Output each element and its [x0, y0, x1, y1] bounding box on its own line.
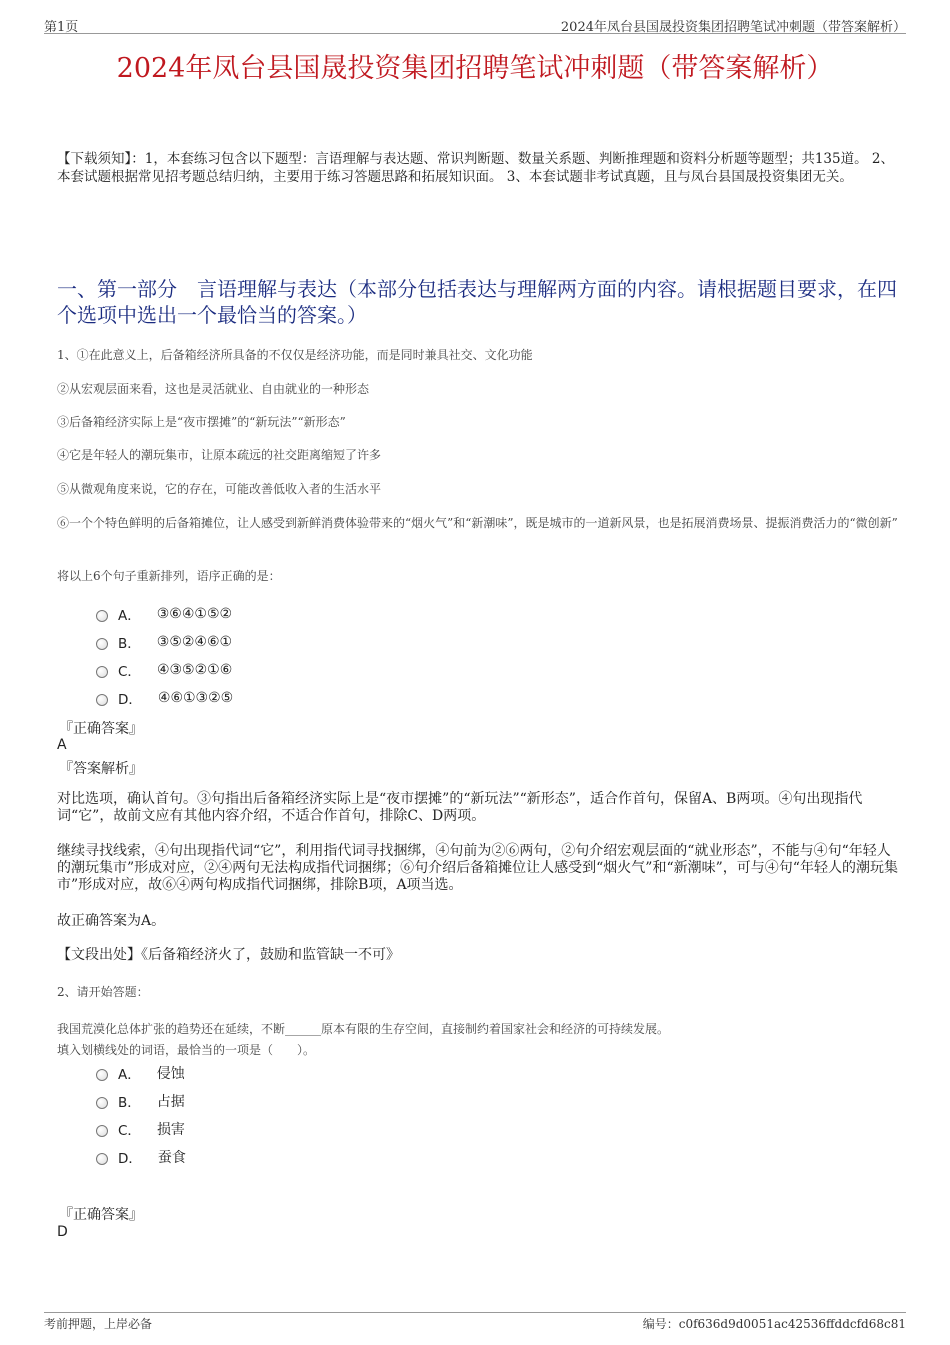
- radio-icon[interactable]: [96, 610, 108, 622]
- option-letter: A．: [118, 608, 141, 624]
- q1-option-b[interactable]: [96, 632, 232, 652]
- option-letter: C．: [118, 1123, 141, 1139]
- option-letter: C．: [118, 664, 141, 680]
- q2-prompt: 填入划横线处的词语，最恰当的一项是（ ）。: [57, 1043, 316, 1057]
- q1-answer-label: 『正确答案』: [59, 721, 143, 737]
- option-text: 蚕食: [157, 1150, 186, 1166]
- q1-line-2: ②从宏观层面来看，这也是灵活就业、自由就业的一种形态: [57, 382, 370, 396]
- q2-answer-label: 『正确答案』: [59, 1207, 143, 1223]
- q1-analysis-label: 『答案解析』: [59, 761, 143, 777]
- radio-icon[interactable]: [96, 638, 108, 650]
- radio-icon[interactable]: [96, 1069, 108, 1081]
- option-text: ④⑥①③②⑤: [157, 690, 234, 706]
- q1-option-d[interactable]: [96, 688, 233, 708]
- q2-option-a[interactable]: [96, 1063, 185, 1083]
- download-notice: 【下载须知】：1，本套练习包含以下题型：言语理解与表达题、常识判断题、数量关系题、判断推理题和资料分析题等题型；共135道。 2、本套试题根据常见招考题总结归纳，主要用于练习答题思路和拓展知识面。 3、本套试题非考试真题，且与凤台县国晟投资集团无关。: [57, 151, 894, 185]
- q1-analysis-p1: 对比选项，确认首句。③句指出后备箱经济实际上是“夜市摆摊”的“新玩法”“新形态”，适合作首句，保留A、B两项。④句出现指代词“它”，故前文应有其他内容介绍，不适合作首句，排除C、D两项。: [57, 791, 863, 824]
- footer-code: 编号：c0f636d9d0051ac42536ffddcfd68c81: [642, 1317, 906, 1331]
- q1-line-3: ③后备箱经济实际上是“夜市摆摊”的“新玩法”“新形态”: [57, 415, 346, 429]
- q1-answer-value: A: [57, 737, 67, 753]
- header-divider: [44, 33, 906, 34]
- q1-option-c[interactable]: [96, 660, 232, 680]
- radio-icon[interactable]: [96, 694, 108, 706]
- radio-icon[interactable]: [96, 666, 108, 678]
- q1-line-1: 1、①在此意义上，后备箱经济所具备的不仅仅是经济功能，而是同时兼具社交、文化功能: [57, 348, 533, 362]
- option-letter: B．: [118, 1095, 141, 1111]
- q2-option-d[interactable]: [96, 1147, 186, 1167]
- radio-icon[interactable]: [96, 1097, 108, 1109]
- q1-source: 【文段出处】《后备箱经济火了，鼓励和监管缺一不可》: [57, 947, 400, 963]
- radio-icon[interactable]: [96, 1153, 108, 1165]
- q2-intro: 2、请开始答题：: [57, 985, 149, 999]
- q2-option-c[interactable]: [96, 1119, 185, 1139]
- option-text: ③⑤②④⑥①: [156, 634, 233, 650]
- option-text: 占据: [156, 1094, 185, 1110]
- radio-icon[interactable]: [96, 1125, 108, 1137]
- option-letter: A．: [118, 1067, 141, 1083]
- option-text: 损害: [156, 1122, 185, 1138]
- q2-option-b[interactable]: [96, 1091, 185, 1111]
- q1-analysis-p2: 继续寻找线索，④句出现指代词“它”，利用指代词寻找捆绑，④句前为②⑥两句，②句介绍宏观层面的“就业形态”，不能与④句“年轻人的潮玩集市”形成对应，②④两句无法构成指代词捆绑；⑥句介绍后备箱摊位让人感受到“烟火气”和“新潮味”，可与④句“年轻人的潮玩集市”形成对应，故⑥④两句构成指代词捆绑，排除B项，A项当选。: [57, 843, 898, 893]
- option-letter: D．: [118, 692, 142, 708]
- running-title: 2024年凤台县国晟投资集团招聘笔试冲刺题（带答案解析）: [560, 20, 906, 35]
- q2-stem: 我国荒漠化总体扩张的趋势还在延续，不断______原本有限的生存空间，直接制约着国家社会和经济的可持续发展。: [57, 1022, 670, 1036]
- option-letter: B．: [118, 636, 141, 652]
- q2-answer-value: D: [57, 1224, 68, 1240]
- page-number: 第1页: [44, 20, 79, 35]
- section-heading: 一、第一部分 言语理解与表达（本部分包括表达与理解两方面的内容。请根据题目要求，在四个选项中选出一个最恰当的答案。）: [57, 277, 897, 327]
- q1-line-6: ⑥一个个特色鲜明的后备箱摊位，让人感受到新鲜消费体验带来的“烟火气”和“新潮味”，既是城市的一道新风景，也是拓展消费场景、提振消费活力的“微创新”: [57, 516, 898, 530]
- q1-analysis-p3: 故正确答案为A。: [57, 913, 166, 929]
- q1-prompt: 将以上6个句子重新排列，语序正确的是：: [57, 569, 281, 583]
- q1-line-5: ⑤从微观角度来说，它的存在，可能改善低收入者的生活水平: [57, 482, 382, 496]
- q1-option-a[interactable]: [96, 604, 232, 624]
- footer-slogan: 考前押题，上岸必备: [44, 1317, 153, 1331]
- option-text: 侵蚀: [156, 1066, 185, 1082]
- footer-divider: [44, 1312, 906, 1313]
- option-text: ③⑥④①⑤②: [156, 606, 233, 622]
- option-text: ④③⑤②①⑥: [156, 662, 233, 678]
- document-title: 2024年凤台县国晟投资集团招聘笔试冲刺题（带答案解析）: [116, 53, 834, 84]
- q1-line-4: ④它是年轻人的潮玩集市，让原本疏远的社交距离缩短了许多: [57, 448, 382, 462]
- option-letter: D．: [118, 1151, 142, 1167]
